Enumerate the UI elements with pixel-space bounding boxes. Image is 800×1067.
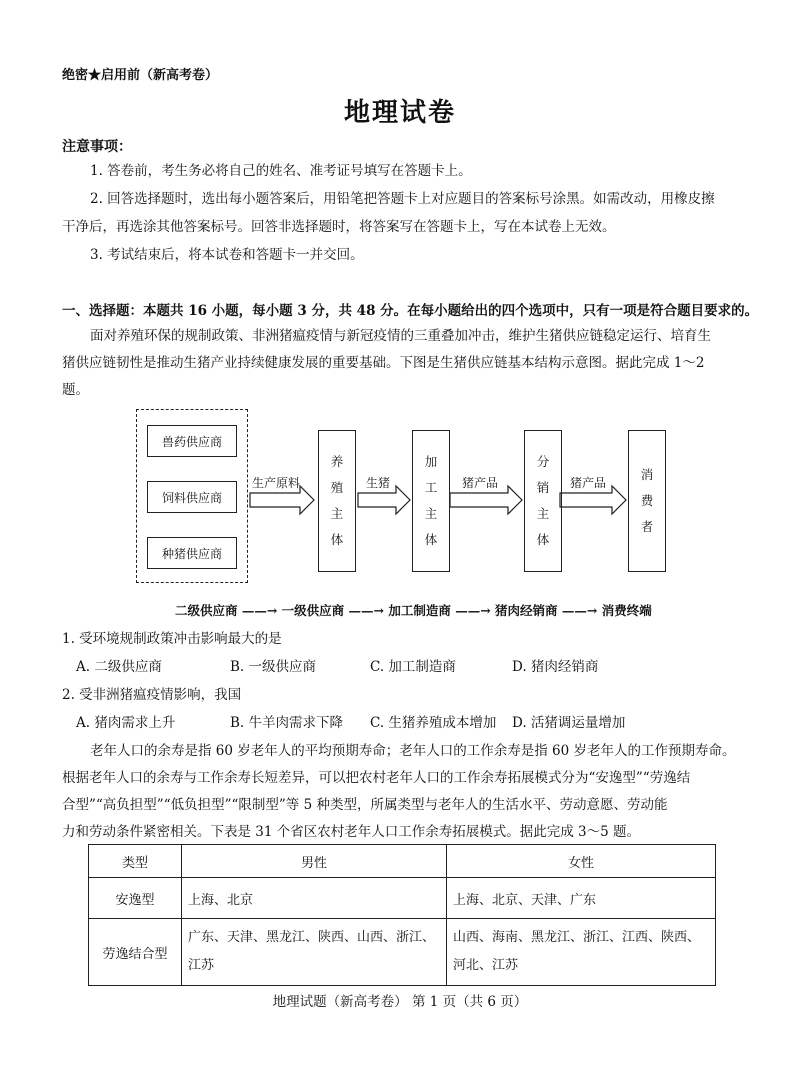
intro-line-3: 题。 bbox=[62, 382, 89, 398]
confidential-label: 绝密★启用前（新高考卷） bbox=[62, 68, 219, 83]
notice-item-3: 3. 考试结束后，将本试卷和答题卡一并交回。 bbox=[90, 247, 364, 263]
intro2-line-3: 合型”“高负担型”“低负担型”“限制型”等 5 种类型，所属类型与老年人的生活水平、劳动意愿、劳动能 bbox=[62, 797, 668, 813]
question-1-stem: 1. 受环境规制政策冲击影响最大的是 bbox=[62, 631, 282, 647]
arrow-label-1: 生产原料 bbox=[252, 476, 301, 490]
page-title: 地理试卷 bbox=[343, 98, 456, 128]
node-processing: 加 工 主 体 bbox=[412, 430, 450, 572]
table-row bbox=[89, 878, 716, 919]
arrow-label-3: 猪产品 bbox=[462, 476, 499, 490]
table-cell: 上海、北京、天津、广东 bbox=[447, 878, 716, 919]
table-row bbox=[89, 919, 716, 986]
q1-option-c: C. 加工制造商 bbox=[370, 659, 456, 675]
intro2-line-4: 力和劳动条件紧密相关。下表是 31 个省区农村老年人口工作余寿拓展模式。据此完成 3～5 题。 bbox=[62, 824, 641, 840]
intro2-line-1: 老年人口的余寿是指 60 岁老年人的平均预期寿命；老年人口的工作余寿是指 60 岁老年人的工作预期寿命。 bbox=[90, 743, 736, 759]
intro2-line-2: 根据老年人口的余寿与工作余寿长短差异，可以把农村老年人口的工作余寿拓展模式分为“安逸型”“劳逸结 bbox=[62, 770, 691, 786]
arrow-label-2: 生猪 bbox=[366, 476, 391, 490]
page-footer: 地理试题（新高考卷） 第 1 页（共 6 页） bbox=[272, 994, 528, 1010]
q2-option-c: C. 生猪养殖成本增加 bbox=[370, 715, 497, 731]
q2-option-a: A. 猪肉需求上升 bbox=[76, 715, 176, 731]
notice-heading: 注意事项： bbox=[62, 139, 132, 155]
table-cell: 山西、海南、黑龙江、浙江、江西、陕西、河北、江苏 bbox=[447, 919, 716, 986]
question-2-stem: 2. 受非洲猪瘟疫情影响，我国 bbox=[62, 687, 242, 703]
flow-caption: 二级供应商 ——→ 一级供应商 ——→ 加工制造商 ——→ 猪肉经销商 ——→ 消费终端 bbox=[175, 603, 652, 618]
node-distribution: 分 销 主 体 bbox=[524, 430, 562, 572]
table-cell: 安逸型 bbox=[89, 878, 182, 919]
notice-item-1: 1. 答卷前，考生务必将自己的姓名、准考证号填写在答题卡上。 bbox=[90, 163, 472, 179]
work-life-table bbox=[88, 844, 716, 986]
table-cell: 劳逸结合型 bbox=[89, 919, 182, 986]
intro-line-2: 猪供应链韧性是推动生猪产业持续健康发展的重要基础。下图是生猪供应链基本结构示意图。据此完成 1～2 bbox=[62, 355, 705, 371]
node-farming: 养 殖 主 体 bbox=[318, 430, 356, 572]
q1-option-a: A. 二级供应商 bbox=[76, 659, 162, 675]
table-cell: 上海、北京 bbox=[182, 878, 447, 919]
table-header-row bbox=[89, 845, 716, 878]
q1-option-b: B. 一级供应商 bbox=[230, 659, 317, 675]
table-header-male: 男性 bbox=[182, 845, 447, 878]
intro-line-1: 面对养殖环保的规制政策、非洲猪瘟疫情与新冠疫情的三重叠加冲击，维护生猪供应链稳定运行、培育生 bbox=[90, 328, 711, 344]
section-heading: 一、选择题：本题共 16 小题，每小题 3 分，共 48 分。在每小题给出的四个选项中，只有一项是符合题目要求的。 bbox=[62, 303, 759, 319]
supplier-vet: 兽药供应商 bbox=[147, 425, 237, 457]
q2-option-b: B. 牛羊肉需求下降 bbox=[230, 715, 344, 731]
q2-option-d: D. 活猪调运量增加 bbox=[512, 715, 626, 731]
node-consumer: 消 费 者 bbox=[628, 430, 666, 572]
q1-option-d: D. 猪肉经销商 bbox=[512, 659, 599, 675]
table-header-female: 女性 bbox=[447, 845, 716, 878]
notice-item-2-cont: 干净后，再选涂其他答案标号。回答非选择题时，将答案写在答题卡上，写在本试卷上无效。 bbox=[62, 219, 616, 235]
supplier-breeding: 种猪供应商 bbox=[147, 537, 237, 569]
notice-item-2: 2. 回答选择题时，选出每小题答案后，用铅笔把答题卡上对应题目的答案标号涂黑。如需改动，用橡皮擦 bbox=[90, 191, 715, 207]
arrow-label-4: 猪产品 bbox=[570, 476, 607, 490]
table-cell: 广东、天津、黑龙江、陕西、山西、浙江、江苏 bbox=[182, 919, 447, 986]
table-header-type: 类型 bbox=[89, 845, 182, 878]
supplier-feed: 饲料供应商 bbox=[147, 481, 237, 513]
